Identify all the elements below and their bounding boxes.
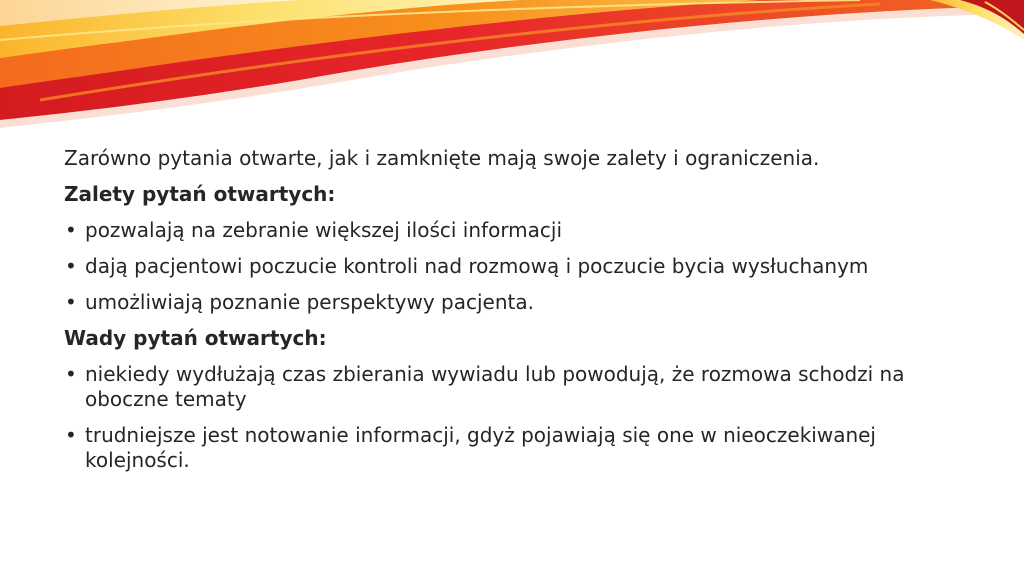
list-item: [64, 290, 964, 315]
bullet-icon: •: [65, 290, 77, 314]
list-item-text: trudniejsze jest notowanie informacji, gdyż pojawiają się one w nieoczekiwanej kolejności.: [85, 423, 876, 472]
bullet-icon: •: [65, 254, 77, 278]
advantages-list: [64, 218, 964, 315]
bullet-icon: •: [65, 218, 77, 242]
bullet-icon: •: [65, 423, 77, 447]
bullet-icon: •: [65, 362, 77, 386]
list-item-text: pozwalają na zebranie większej ilości informacji: [85, 218, 563, 242]
list-item: [64, 218, 964, 243]
list-item: [64, 423, 964, 473]
advantages-heading: Zalety pytań otwartych:: [64, 182, 336, 206]
list-item-text: niekiedy wydłużają czas zbierania wywiadu lub powodują, że rozmowa schodzi na oboczne tematy: [85, 362, 905, 411]
intro-text: Zarówno pytania otwarte, jak i zamknięte mają swoje zalety i ograniczenia.: [64, 146, 820, 170]
list-item: [64, 254, 964, 279]
disadvantages-list: [64, 362, 964, 473]
slide-body: [64, 146, 964, 484]
list-item-text: umożliwiają poznanie perspektywy pacjenta.: [85, 290, 534, 314]
list-item-text: dają pacjentowi poczucie kontroli nad rozmową i poczucie bycia wysłuchanym: [85, 254, 869, 278]
list-item: [64, 362, 964, 412]
disadvantages-heading: Wady pytań otwartych:: [64, 326, 327, 350]
decorative-swoosh-banner: [0, 0, 1024, 140]
